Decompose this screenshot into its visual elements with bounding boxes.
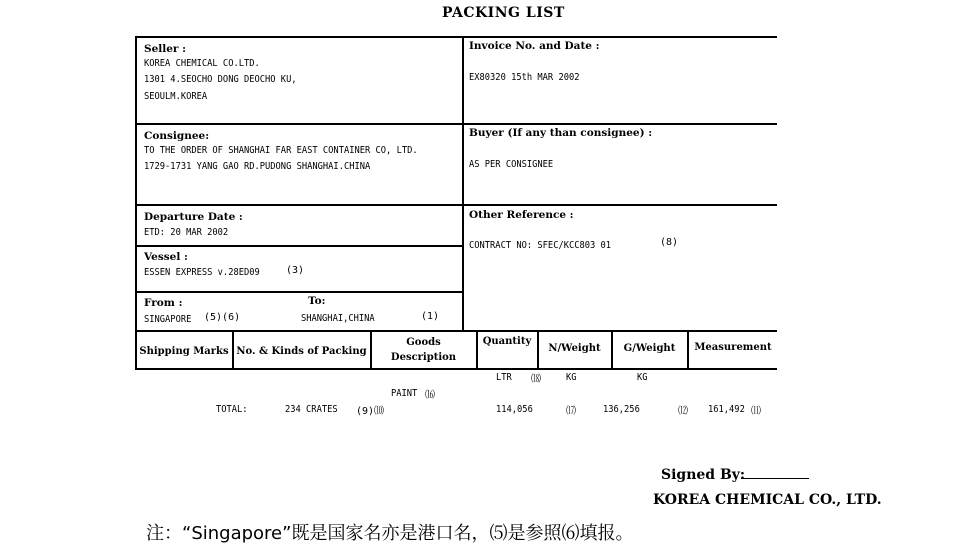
signature-line bbox=[741, 478, 809, 479]
header-nweight: N/Weight bbox=[548, 343, 601, 354]
header-shipping-marks: Shipping Marks bbox=[139, 346, 229, 357]
gweight-mark: ⑿ bbox=[678, 406, 688, 417]
quantity-mark: ⒄ bbox=[566, 406, 576, 417]
invoice-label: Invoice No. and Date : bbox=[469, 40, 600, 52]
seller-label: Seller : bbox=[144, 43, 186, 55]
measurement-mark: ⑾ bbox=[751, 406, 761, 417]
header-description: Description bbox=[390, 352, 457, 363]
vessel-label: Vessel : bbox=[144, 251, 188, 263]
contract-number: CONTRACT NO: SFEC/KCC803 01 bbox=[469, 240, 612, 251]
total-packages: 234 CRATES bbox=[285, 404, 338, 415]
to-mark: (1) bbox=[421, 311, 440, 322]
total-gweight: 136,256 bbox=[603, 404, 640, 415]
vessel-value: ESSEN EXPRESS v.28ED09 bbox=[144, 267, 260, 278]
company-signature: KOREA CHEMICAL CO., LTD. bbox=[653, 492, 882, 508]
header-no-kinds: No. & Kinds of Packing bbox=[236, 346, 367, 357]
from-label: From : bbox=[144, 297, 183, 309]
consignee-line-1: TO THE ORDER OF SHANGHAI FAR EAST CONTAINER CO, LTD. bbox=[144, 145, 418, 156]
departure-value: ETD: 20 MAR 2002 bbox=[144, 227, 229, 238]
goods-mark: ⒃ bbox=[425, 390, 435, 401]
total-quantity: 114,056 bbox=[496, 404, 533, 415]
header-gweight: G/Weight bbox=[623, 343, 676, 354]
unit-quantity-mark: ⒅ bbox=[531, 374, 541, 385]
other-reference-label: Other Reference : bbox=[469, 209, 574, 221]
consignee-line-2: 1729-1731 YANG GAO RD.PUDONG SHANGHAI.CHINA bbox=[144, 161, 371, 172]
total-label: TOTAL: bbox=[216, 404, 248, 415]
seller-address-2: SEOULM.KOREA bbox=[144, 91, 208, 102]
vessel-mark: (3) bbox=[286, 265, 305, 276]
total-measurement: 161,492 bbox=[708, 404, 745, 415]
buyer-label: Buyer (If any than consignee) : bbox=[469, 127, 653, 139]
contract-mark: (8) bbox=[660, 237, 679, 248]
invoice-value: EX80320 15th MAR 2002 bbox=[469, 72, 580, 83]
seller-address-1: 1301 4.SEOCHO DONG DEOCHO KU, bbox=[144, 74, 297, 85]
header-goods: Goods bbox=[406, 337, 441, 348]
from-mark: (5)(6) bbox=[204, 312, 241, 323]
from-value: SINGAPORE bbox=[144, 314, 192, 325]
header-quantity: Quantity bbox=[482, 336, 532, 347]
to-value: SHANGHAI,CHINA bbox=[301, 313, 375, 324]
document-title: PACKING LIST bbox=[442, 5, 565, 21]
unit-nweight: KG bbox=[566, 372, 577, 383]
seller-name: KOREA CHEMICAL CO.LTD. bbox=[144, 58, 260, 69]
header-measurement: Measurement bbox=[694, 342, 772, 353]
unit-gweight: KG bbox=[637, 372, 648, 383]
packages-mark: (9)⑽ bbox=[356, 406, 385, 417]
buyer-value: AS PER CONSIGNEE bbox=[469, 159, 554, 170]
unit-quantity: LTR bbox=[496, 372, 512, 383]
consignee-label: Consignee: bbox=[144, 130, 210, 142]
footnote: 注：“Singapore”既是国家名亦是港口名，⑸是参照⑹填报。 bbox=[146, 523, 634, 544]
goods-description: PAINT bbox=[391, 388, 418, 399]
to-label: To: bbox=[308, 295, 326, 307]
departure-label: Departure Date : bbox=[144, 211, 243, 223]
signed-by-label: Signed By: bbox=[661, 467, 746, 483]
